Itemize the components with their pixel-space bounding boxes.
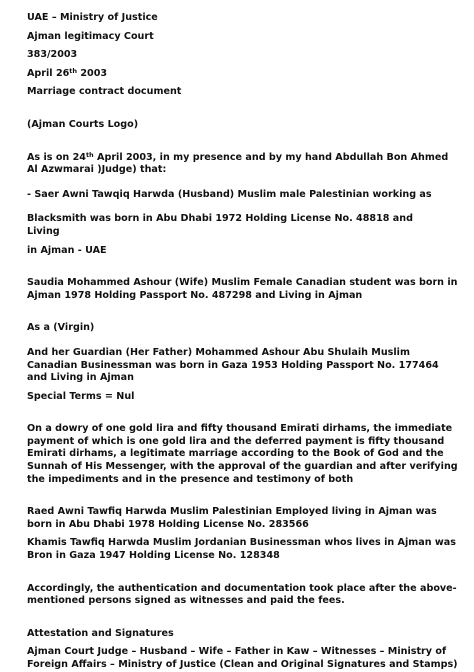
conclusion-line-2: mentioned persons signed as witnesses and paid the fees. — [27, 595, 345, 607]
guardian-line-3: and Living in Ajman — [27, 372, 134, 384]
intro-date-ordinal: th — [85, 150, 94, 159]
dowry-line-5: the impediments and in the presence and testimony of both — [27, 473, 354, 485]
logo-placeholder: (Ajman Courts Logo) — [27, 118, 139, 130]
witness-1-line-1: Raed Awni Tawfiq Harwda Muslim Palestinian Employed living in Ajman was — [27, 506, 437, 518]
special-terms: Special Terms = Nul — [27, 390, 135, 402]
husband-line-4: in Ajman - UAE — [27, 244, 107, 256]
guardian-line-2: Canadian Businessman was born in Gaza 1953 Holding Passport No. 177464 — [27, 359, 439, 371]
wife-line-2: Ajman 1978 Holding Passport No. 487298 and Living in Ajman — [27, 289, 363, 301]
attestation-line-1: Ajman Court Judge – Husband – Wife – Father in Kaw – Witnesses – Ministry of — [27, 646, 447, 658]
intro-date-rest: April 2003, in my presence and by my hand Abdullah Bon Ahmed — [93, 151, 449, 163]
bride-status: As a (Virgin) — [27, 322, 95, 334]
intro-line-2: Al Azwmarai )Judge) that: — [27, 164, 167, 176]
husband-line-2: Blacksmith was born in Abu Dhabi 1972 Holding License No. 48818 and — [27, 213, 413, 225]
case-number: 383/2003 — [27, 49, 78, 61]
witness-2-line-2: Bron in Gaza 1947 Holding License No. 128348 — [27, 550, 280, 562]
dowry-line-3: Emirati dirhams, a legitimate marriage according to the Book of God and the — [27, 448, 444, 460]
document-title: Marriage contract document — [27, 86, 182, 98]
date-year: 2003 — [77, 67, 108, 79]
witness-2-line-1: Khamis Tawfiq Harwda Muslim Jordanian Businessman whos lives in Ajman was — [27, 537, 456, 549]
guardian-line-1: And her Guardian (Her Father) Mohammed Ashour Abu Shulaih Muslim — [27, 346, 410, 358]
intro-date-start: As is on 24 — [27, 151, 86, 163]
dowry-line-1: On a dowry of one gold lira and fifty thousand Emirati dirhams, the immediate — [27, 423, 453, 435]
dowry-line-4: Sunnah of His Messenger, with the approval of the guardian and after verifying — [27, 461, 458, 473]
attestation-heading: Attestation and Signatures — [27, 627, 174, 639]
husband-line-1: - Saer Awni Tawqiq Harwda (Husband) Muslim male Palestinian working as — [27, 188, 432, 200]
husband-line-3: Living — [27, 225, 60, 237]
date-month: April 26 — [27, 67, 70, 79]
ministry-line: UAE – Ministry of Justice — [27, 12, 158, 23]
dowry-line-2: payment of which is one gold lira and the deferred payment is fifty thousand — [27, 435, 445, 447]
attestation-line-2: Foreign Affairs – Ministry of Justice (Clean and Original Signatures and Stamps) — [27, 659, 458, 670]
document-date — [27, 68, 459, 81]
document-page — [27, 12, 459, 672]
wife-line-1: Saudia Mohammed Ashour (Wife) Muslim Female Canadian student was born in — [27, 277, 458, 289]
witness-1-line-2: born in Abu Dhabi 1978 Holding License No. 283566 — [27, 518, 309, 530]
intro-line-1 — [27, 152, 459, 165]
court-line: Ajman legitimacy Court — [27, 30, 154, 42]
date-ordinal: th — [69, 66, 78, 75]
conclusion-line-1: Accordingly, the authentication and documentation took place after the above- — [27, 582, 457, 594]
